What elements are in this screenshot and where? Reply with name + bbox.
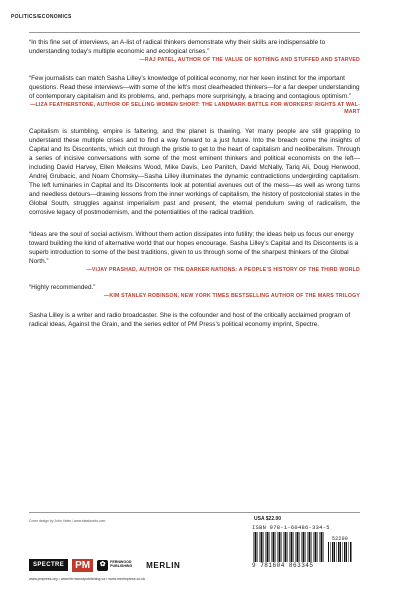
quote-text: “Ideas are the soul of social activism. Without them action dissipates into futility; the ideas help us focus our energy toward building the kind of alternative world that our hopes encourage. Sasha Lilley’s Capital and Its Discontents is a superb introduction to some of the best traditions, given to us through some of the sharpest thinkers of the Global North.” [29, 230, 359, 265]
blurb-quote-4 [29, 283, 360, 300]
barcode-area [252, 525, 360, 569]
supplement-barcode-image [327, 542, 353, 562]
fernwood-logo-text: FERNWOOD PUBLISHING [110, 560, 133, 568]
cover-credit: Cover design by John Yates / www.stealworks.com [29, 519, 106, 523]
spectre-logo: SPECTRE [29, 559, 68, 571]
quote-attribution: —VIJAY PRASHAD, AUTHOR OF THE DARKER NATIONS: A PEOPLE’S HISTORY OF THE THIRD WORLD [86, 266, 360, 273]
quote-attribution: —LIZA FEATHERSTONE, AUTHOR OF SELLING WOMEN SHORT: THE LANDMARK BATTLE FOR WORKERS’ RIGHTS AT WAL-MART [30, 101, 360, 116]
publisher-logos [29, 557, 180, 573]
quote-text: “Few journalists can match Sasha Lilley’s knowledge of political economy, nor her keen instinct for the important questions. Read these interviews—with some of the left’s most clearheaded thinkers—for a far deeper understanding of contemporary capitalism and its problems, and, perhaps more surprisingly, a bracing and contagious optimism.” [29, 74, 360, 100]
book-description: Capitalism is stumbling, empire is faltering, and the planet is thawing. Yet many people are still grappling to understand these multiple crises and to find a way forward to a just future. Into the breach come the insights of Capital and Its Discontents, which cut through the gristle to get to the heart of capitalism and neoliberalism. Through a series of incisive conversations with some of the most eminent thinkers and political economists on the left—including David Harvey, Ellen Meiksins Wood, Mike Davis, Leo Panitch, David McNally, Tariq Ali, Doug Henwood, Andrej Grubacic, and Noam Chomsky—Sasha Lilley illuminates the dynamic contradictions undergirding capitalism. The left luminaries in Capital and Its Discontents look at potential avenues out of the mess—as well as wrong turns and needless detours—drawing lessons from the inner workings of capitalism, the history of postcolonial states in the Global South, struggles against imperialism past and present, the eternal pendulum swing of radicalism, the corrosive legacy of postmodernism, and the potentialities of the radical tradition. [29, 127, 360, 217]
blurb-quote-2 [29, 74, 360, 117]
back-cover-text [29, 38, 360, 329]
supplement-number: 52200 [331, 536, 348, 542]
author-bio: Sasha Lilley is a writer and radio broadcaster. She is the cofounder and host of the critically acclaimed program of radical ideas, Against the Grain, and the series editor of PM Press’s political economy imprint, Spectre. [29, 311, 351, 328]
publisher-urls: www.pmpress.org • www.fernwoodpublishing.ca • www.merlinpress.co.uk [29, 577, 146, 581]
barcode-digits: 9 781604 863345 [252, 562, 314, 569]
fernwood-logo [97, 560, 140, 571]
fern-leaf-icon: ✿ [97, 560, 108, 571]
pm-press-logo: PM [72, 559, 93, 572]
quote-text: “In this fine set of interviews, an A-list of radical thinkers demonstrate why their skills are indispensable to understanding today’s multiple economic and ecological crises.” [29, 39, 326, 56]
isbn-text: ISBN 978-1-60486-334-5 [252, 525, 330, 531]
blurb-quote-1 [29, 38, 360, 65]
price-label: USA $22.00 [254, 516, 282, 522]
quote-attribution: —RAJ PATEL, AUTHOR OF THE VALUE OF NOTHING AND STUFFED AND STARVED [139, 57, 360, 64]
merlin-logo: MERLIN [146, 560, 181, 570]
quote-text: “Highly recommended.” [29, 284, 96, 292]
quote-attribution: —KIM STANLEY ROBINSON, NEW YORK TIMES BESTSELLING AUTHOR OF THE MARS TRILOGY [104, 293, 360, 300]
top-divider [29, 32, 360, 33]
barcode-supplement [327, 536, 353, 562]
barcode-image [252, 532, 324, 562]
blurb-quote-3 [29, 230, 360, 275]
bottom-divider [29, 512, 360, 513]
category-label: POLITICS/ECONOMICS [11, 14, 72, 20]
